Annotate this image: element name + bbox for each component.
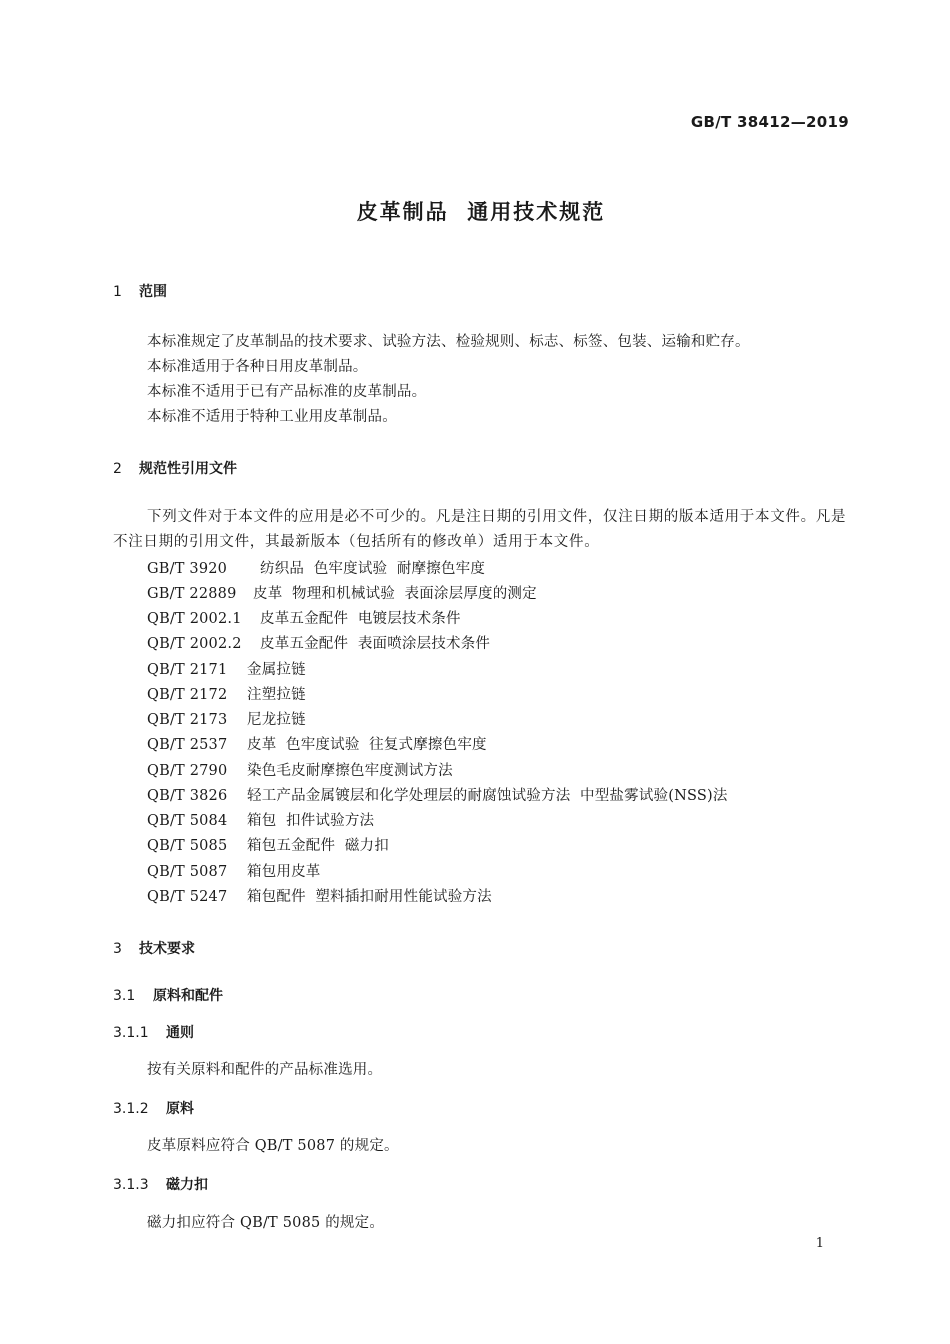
reference-code: QB/T 5084 [147,813,228,829]
section-number: 1 [113,284,122,300]
reference-item [147,683,306,704]
reference-title: 箱包配件 塑料插扣耐用性能试验方法 [247,889,492,905]
section-3-heading [113,938,195,958]
reference-code: QB/T 2171 [147,662,228,678]
reference-code: QB/T 2002.2 [147,636,242,652]
clause-title: 通则 [166,1025,194,1041]
reference-item [147,582,537,603]
reference-title: 箱包五金配件 磁力扣 [247,838,389,854]
paragraph: 本标准适用于各种日用皮革制品。 [147,359,368,375]
clause-title: 原料 [166,1101,194,1117]
clause-text: 按有关原料和配件的产品标准选用。 [147,1062,383,1078]
reference-item [147,860,321,881]
reference-code: QB/T 2173 [147,712,228,728]
section-number: 3 [113,941,122,957]
reference-title: 注塑拉链 [247,687,306,703]
clause-number: 3.1.2 [113,1101,149,1117]
reference-item [147,834,389,855]
reference-code: QB/T 5085 [147,838,228,854]
clause-3-1-3-heading [113,1174,208,1194]
reference-item [147,557,485,578]
clause-3-1-1-heading [113,1022,194,1042]
section-2-heading [113,458,237,478]
reference-code: QB/T 5087 [147,864,228,880]
reference-item [147,632,490,653]
paragraph: 本标准规定了皮革制品的技术要求、试验方法、检验规则、标志、标签、包装、运输和贮存。 [147,334,750,350]
reference-title: 箱包 扣件试验方法 [247,813,375,829]
page-number: 1 [815,1236,824,1251]
reference-code: GB/T 3920 [147,561,228,577]
reference-item [147,784,728,805]
reference-item [147,759,453,780]
reference-item [147,809,374,830]
reference-item [147,885,492,906]
reference-code: QB/T 2002.1 [147,611,242,627]
subsection-number: 3.1 [113,988,136,1004]
reference-title: 皮革 物理和机械试验 表面涂层厚度的测定 [253,586,537,602]
section-title: 技术要求 [139,941,195,957]
document-title: 皮革制品 通用技术规范 [356,200,606,224]
clause-number: 3.1.3 [113,1177,149,1193]
reference-title: 染色毛皮耐摩擦色牢度测试方法 [247,763,453,779]
reference-code: GB/T 22889 [147,586,237,602]
reference-code: QB/T 3826 [147,788,228,804]
paragraph: 本标准不适用于已有产品标准的皮革制品。 [147,384,427,400]
section-title: 范围 [139,284,167,300]
section-1-heading [113,281,167,301]
standard-code: GB/T 38412—2019 [690,113,849,131]
clause-text: 皮革原料应符合 QB/T 5087 的规定。 [147,1138,399,1154]
reference-code: QB/T 5247 [147,889,228,905]
reference-title: 箱包用皮革 [247,864,321,880]
reference-item [147,607,461,628]
section-title: 规范性引用文件 [139,461,237,477]
reference-title: 皮革 色牢度试验 往复式摩擦色牢度 [247,737,487,753]
clause-3-1-2-heading [113,1098,194,1118]
reference-code: QB/T 2537 [147,737,228,753]
section-number: 2 [113,461,122,477]
reference-item [147,733,487,754]
clause-title: 磁力扣 [166,1177,208,1193]
reference-title: 金属拉链 [247,662,306,678]
subsection-3-1-heading [113,985,223,1005]
reference-title: 轻工产品金属镀层和化学处理层的耐腐蚀试验方法 中型盐雾试验(NSS)法 [247,788,728,804]
paragraph: 本标准不适用于特种工业用皮革制品。 [147,409,397,425]
reference-title: 纺织品 色牢度试验 耐摩擦色牢度 [260,561,486,577]
reference-code: QB/T 2172 [147,687,228,703]
clause-number: 3.1.1 [113,1025,149,1041]
reference-title: 皮革五金配件 电镀层技术条件 [260,611,461,627]
reference-item [147,658,306,679]
clause-text: 磁力扣应符合 QB/T 5085 的规定。 [147,1215,385,1231]
reference-title: 皮革五金配件 表面喷涂层技术条件 [260,636,491,652]
section-2-intro: 下列文件对于本文件的应用是必不可少的。凡是注日期的引用文件，仅注日期的版本适用于本文件。凡是不注日期的引用文件，其最新版本（包括所有的修改单）适用于本文件。 [113,509,847,550]
reference-item [147,708,306,729]
reference-code: QB/T 2790 [147,763,228,779]
subsection-title: 原料和配件 [153,988,223,1004]
reference-title: 尼龙拉链 [247,712,306,728]
